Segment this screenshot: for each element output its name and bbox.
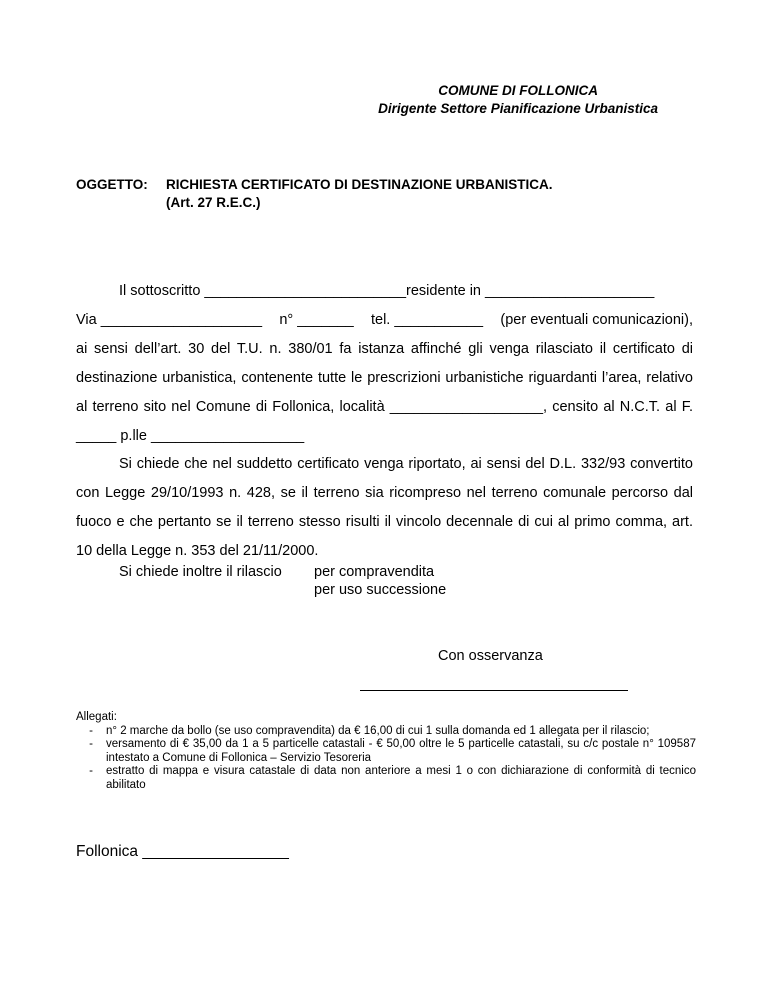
department-name: Dirigente Settore Pianificazione Urbanistica xyxy=(378,101,658,116)
fire-constraint-paragraph: Si chiede che nel suddetto certificato venga riportato, ai sensi del D.L. 332/93 convertito con Legge 29/10/1993 n. 428, se il terreno sia ricompreso nel terreno comunale percorso dal fuoco e che pertanto se il terreno stesso risulti il vincolo decennale di cui al primo comma, art. 10 della Legge n. 353 del 21/11/2000. xyxy=(76,456,693,559)
attachment-item xyxy=(76,738,696,765)
phone-field: tel. ___________ xyxy=(370,312,484,328)
subject-reference: (Art. 27 R.E.C.) xyxy=(166,195,261,210)
address-line xyxy=(76,306,693,335)
applicant-line: Il sottoscritto _________________________residente in _____________________ xyxy=(119,283,655,299)
release-options xyxy=(314,563,446,599)
attachments-section xyxy=(76,711,696,792)
list-dash: - xyxy=(89,724,93,737)
attachments-title: Allegati: xyxy=(76,711,117,723)
list-dash: - xyxy=(89,738,93,750)
attachment-text: estratto di mappa e visura catastale di data non anteriore a mesi 1 o con dichiarazione di conformità di tecnico abilitato xyxy=(106,765,696,791)
phone-note: (per eventuali comunicazioni), xyxy=(500,312,693,328)
closing-salutation: Con osservanza xyxy=(438,648,543,664)
release-request xyxy=(119,563,446,599)
list-dash: - xyxy=(89,765,93,777)
option-compravendita: per compravendita xyxy=(314,564,435,580)
place-date-line: Follonica _________________ xyxy=(76,843,289,860)
municipality-name: COMUNE DI FOLLONICA xyxy=(438,83,598,98)
attachment-item xyxy=(76,765,696,792)
request-text: ai sensi dell’art. 30 del T.U. n. 380/01 fa istanza affinché gli venga rilasciato il certificato di destinazione urbanistica, contenente tutte le prescrizioni urbanistiche riguardanti l’area, relativo al terreno sito nel Comune di Follonica, località ___________________, censito al N.C.T. al F. _____ p.lle ___________________ xyxy=(76,341,693,444)
subject-title: RICHIESTA CERTIFICATO DI DESTINAZIONE URBANISTICA. xyxy=(166,177,553,192)
attachments-list xyxy=(76,725,696,793)
subject-label: OGGETTO: xyxy=(76,177,148,192)
street-field: Via ____________________ xyxy=(76,312,263,328)
attachment-text: n° 2 marche da bollo (se uso compravendita) da € 16,00 di cui 1 sulla domanda ed 1 allegata per il rilascio; xyxy=(106,724,650,737)
attachment-text: versamento di € 35,00 da 1 a 5 particelle catastali - € 50,00 oltre le 5 particelle catastali, su c/c postale n° 109587 intestato a Comune di Follonica – Servizio Tesoreria xyxy=(106,738,696,764)
signature-line xyxy=(360,690,628,691)
attachment-item xyxy=(76,725,696,739)
number-field: n° _______ xyxy=(279,312,354,328)
addressee-header xyxy=(378,82,658,118)
subject-block xyxy=(76,176,553,212)
release-label: Si chiede inoltre il rilascio xyxy=(119,564,282,580)
request-paragraph xyxy=(76,277,693,451)
option-successione: per uso successione xyxy=(314,582,447,598)
